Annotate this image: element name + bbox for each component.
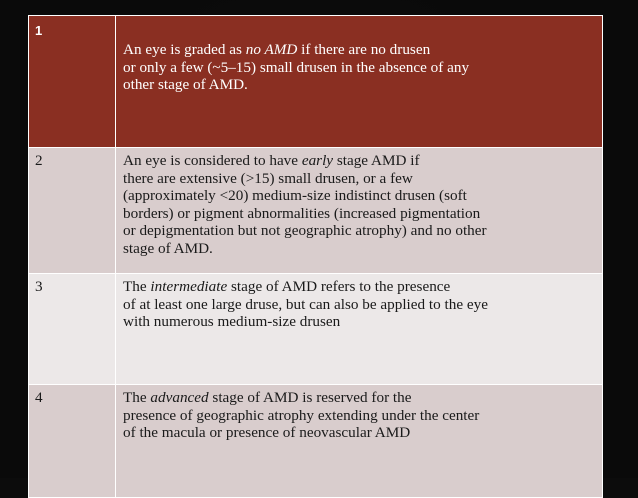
description-line: or only a few (~5–15) small drusen in the absence of any (123, 58, 470, 76)
italic-term: early (301, 152, 334, 169)
table-row-stage-2 (29, 148, 603, 274)
stage-number: 2 (35, 152, 43, 169)
text-segment: The (123, 278, 151, 295)
stage-number-cell (29, 16, 116, 148)
description-line: stage of AMD. (123, 239, 213, 257)
table-row-stage-1 (29, 16, 603, 148)
text-segment: if there are no drusen (297, 41, 431, 58)
text-segment: stage of AMD refers to the presence (227, 278, 451, 295)
text-segment: An eye is graded as (123, 41, 246, 58)
italic-term: no AMD (245, 41, 298, 58)
italic-term: intermediate (150, 278, 228, 295)
description-line: or depigmentation but not geographic atrophy) and no other (123, 222, 487, 239)
description-line: of the macula or presence of neovascular AMD (123, 424, 411, 441)
description-line (123, 41, 596, 59)
stage-description-cell (116, 274, 603, 385)
stage-number-cell (29, 148, 116, 274)
stage-description-cell (116, 16, 603, 148)
description-line: (approximately <20) medium-size indistinct drusen (soft (123, 187, 467, 204)
description-line: borders) or pigment abnormalities (increased pigmentation (123, 204, 481, 222)
description-line (123, 389, 596, 407)
stage-description-cell (116, 385, 603, 498)
text-segment: The (123, 389, 151, 406)
stage-number-cell (29, 385, 116, 498)
description-line: there are extensive (>15) small drusen, or a few (123, 169, 413, 187)
text-segment: stage AMD if (333, 152, 420, 169)
italic-term: advanced (150, 389, 209, 406)
description-line: presence of geographic atrophy extending under the center (123, 406, 480, 424)
stage-number: 4 (35, 389, 43, 406)
text-segment: stage of AMD is reserved for the (208, 389, 412, 406)
stage-number: 3 (35, 278, 43, 295)
description-line: of at least one large druse, but can also be applied to the eye (123, 295, 488, 313)
table-row-stage-3 (29, 274, 603, 385)
stage-number: 1 (35, 23, 43, 38)
description-line (123, 278, 596, 296)
stage-description-cell (116, 148, 603, 274)
stage-number-cell (29, 274, 116, 385)
description-line (123, 152, 596, 170)
description-line: other stage of AMD. (123, 76, 248, 93)
table-row-stage-4 (29, 385, 603, 498)
description-line: with numerous medium-size drusen (123, 313, 341, 330)
amd-stage-table (28, 15, 603, 498)
text-segment: An eye is considered to have (123, 152, 302, 169)
